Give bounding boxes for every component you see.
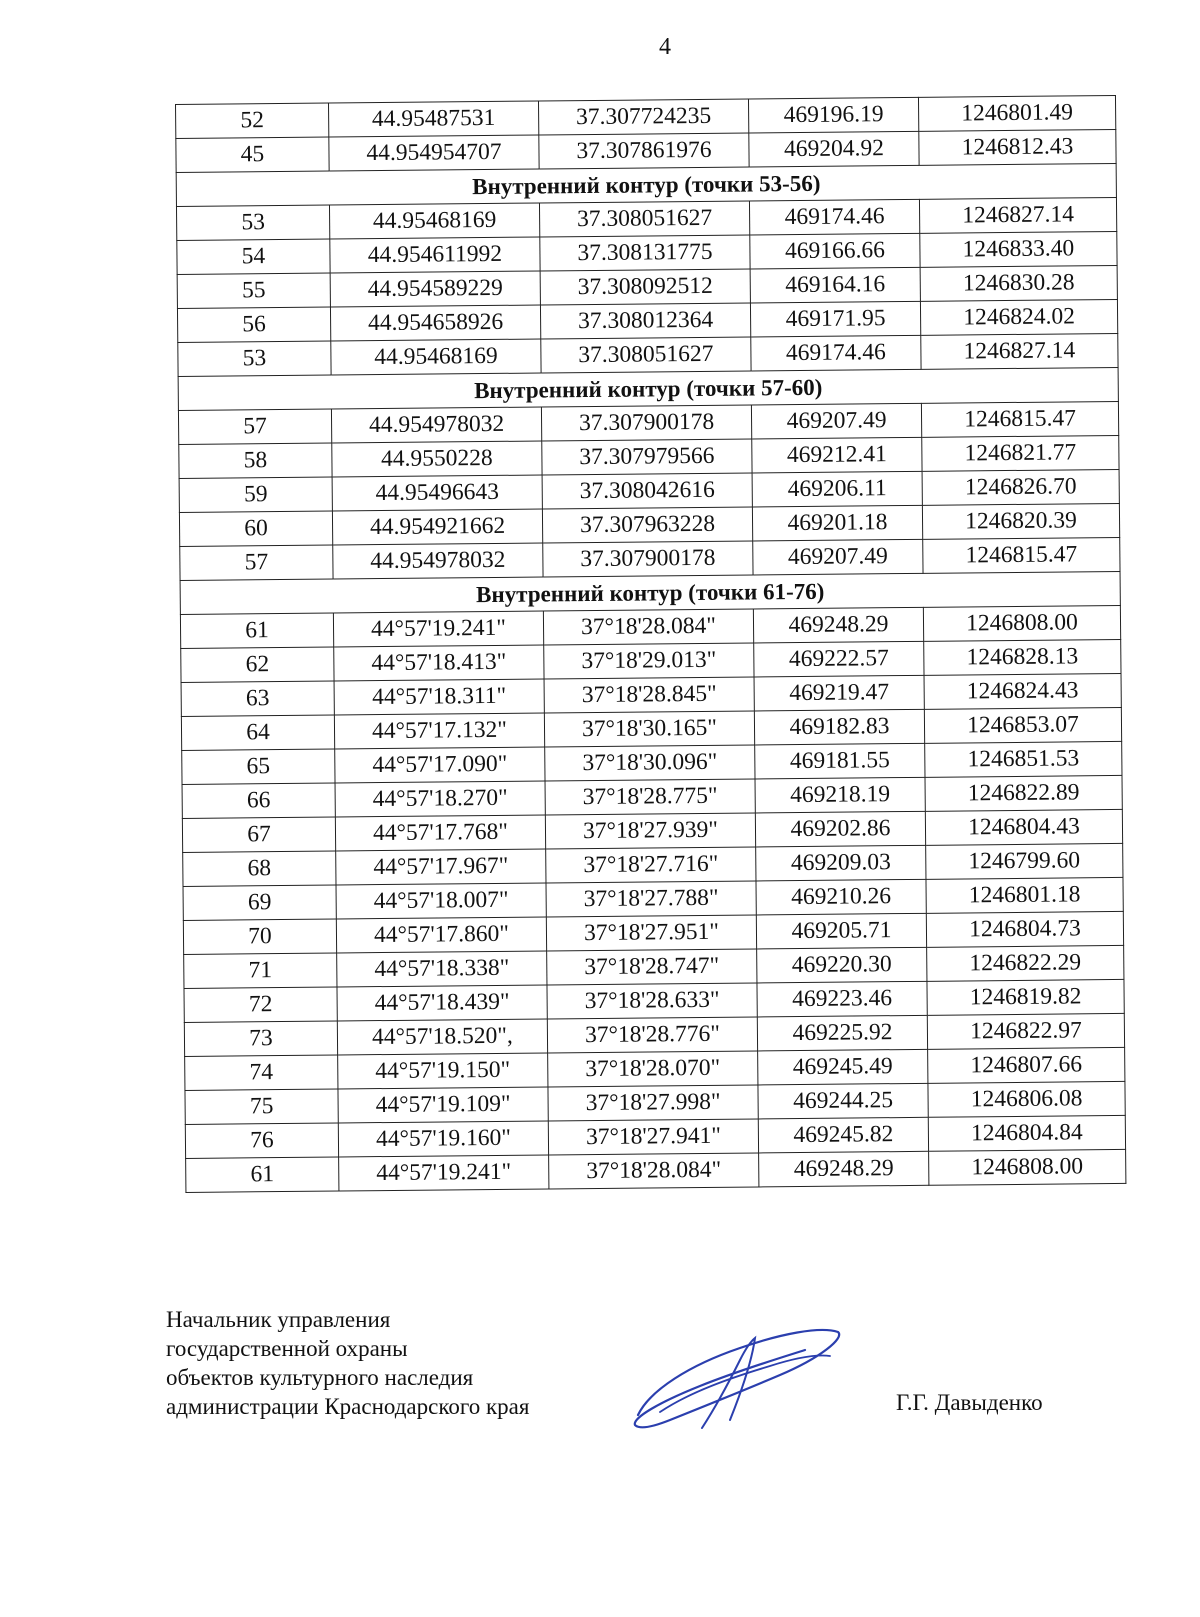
latitude-cell: 44.95496643 — [332, 475, 542, 511]
coordinates-table-wrapper — [175, 95, 1125, 1193]
y-coordinate-cell: 1246853.07 — [924, 707, 1121, 743]
point-number-cell: 76 — [185, 1123, 338, 1158]
point-number-cell: 64 — [181, 715, 334, 750]
longitude-cell: 37.308131775 — [540, 235, 750, 271]
latitude-cell: 44.95487531 — [328, 101, 538, 137]
point-number-cell: 61 — [180, 613, 333, 648]
longitude-cell: 37.307861976 — [539, 133, 749, 169]
section-header: Внутренний контур (точки 57-60) — [178, 367, 1118, 410]
point-number-cell: 61 — [186, 1157, 339, 1192]
x-coordinate-cell: 469209.03 — [756, 845, 926, 881]
point-number-cell: 53 — [178, 341, 331, 376]
longitude-cell: 37°18'27.788" — [546, 881, 756, 917]
longitude-cell: 37.307900178 — [543, 541, 753, 577]
latitude-cell: 44°57'17.090" — [335, 747, 545, 783]
x-coordinate-cell: 469171.95 — [750, 301, 920, 337]
point-number-cell: 57 — [178, 409, 331, 444]
y-coordinate-cell: 1246804.84 — [928, 1115, 1125, 1151]
point-number-cell: 60 — [179, 511, 332, 546]
handwritten-signature — [630, 1320, 845, 1435]
latitude-cell: 44°57'18.439" — [337, 985, 547, 1021]
point-number-cell: 54 — [177, 239, 330, 274]
longitude-cell: 37°18'27.941" — [548, 1119, 758, 1155]
x-coordinate-cell: 469219.47 — [754, 675, 924, 711]
x-coordinate-cell: 469248.29 — [759, 1151, 929, 1187]
point-number-cell: 62 — [181, 647, 334, 682]
y-coordinate-cell: 1246827.14 — [921, 333, 1118, 369]
latitude-cell: 44°57'19.150" — [338, 1053, 548, 1089]
x-coordinate-cell: 469210.26 — [756, 879, 926, 915]
y-coordinate-cell: 1246808.00 — [929, 1149, 1126, 1185]
x-coordinate-cell: 469205.71 — [756, 913, 926, 949]
y-coordinate-cell: 1246812.43 — [919, 129, 1116, 165]
point-number-cell: 57 — [180, 545, 333, 580]
point-number-cell: 71 — [184, 953, 337, 988]
latitude-cell: 44.954589229 — [330, 271, 540, 307]
longitude-cell: 37.307724235 — [538, 99, 748, 135]
x-coordinate-cell: 469196.19 — [748, 97, 918, 133]
x-coordinate-cell: 469201.18 — [752, 505, 922, 541]
point-number-cell: 56 — [177, 307, 330, 342]
x-coordinate-cell: 469225.92 — [757, 1015, 927, 1051]
latitude-cell: 44°57'17.768" — [335, 815, 545, 851]
point-number-cell: 75 — [185, 1089, 338, 1124]
y-coordinate-cell: 1246821.77 — [922, 435, 1119, 471]
point-number-cell: 74 — [185, 1055, 338, 1090]
x-coordinate-cell: 469204.92 — [749, 131, 919, 167]
section-header: Внутренний контур (точки 61-76) — [180, 571, 1120, 614]
x-coordinate-cell: 469248.29 — [753, 607, 923, 643]
point-number-cell: 68 — [183, 851, 336, 886]
x-coordinate-cell: 469245.82 — [758, 1117, 928, 1153]
point-number-cell: 65 — [182, 749, 335, 784]
point-number-cell: 59 — [179, 477, 332, 512]
longitude-cell: 37.307900178 — [541, 405, 751, 441]
x-coordinate-cell: 469207.49 — [753, 539, 923, 575]
latitude-cell: 44°57'18.270" — [335, 781, 545, 817]
signatory-position — [166, 1305, 529, 1421]
x-coordinate-cell: 469207.49 — [751, 403, 921, 439]
latitude-cell: 44°57'18.338" — [337, 951, 547, 987]
longitude-cell: 37.308051627 — [541, 337, 751, 373]
y-coordinate-cell: 1246824.43 — [924, 673, 1121, 709]
point-number-cell: 55 — [177, 273, 330, 308]
x-coordinate-cell: 469244.25 — [758, 1083, 928, 1119]
y-coordinate-cell: 1246822.97 — [927, 1013, 1124, 1049]
x-coordinate-cell: 469164.16 — [750, 267, 920, 303]
point-number-cell: 70 — [183, 919, 336, 954]
longitude-cell: 37°18'28.776" — [547, 1017, 757, 1053]
latitude-cell: 44.954978032 — [331, 407, 541, 443]
y-coordinate-cell: 1246828.13 — [924, 639, 1121, 675]
signatory-position-line: объектов культурного наследия — [166, 1365, 474, 1390]
point-number-cell: 73 — [184, 1021, 337, 1056]
x-coordinate-cell: 469212.41 — [752, 437, 922, 473]
page-number: 4 — [659, 34, 671, 60]
x-coordinate-cell: 469218.19 — [755, 777, 925, 813]
longitude-cell: 37°18'27.716" — [546, 847, 756, 883]
point-number-cell: 72 — [184, 987, 337, 1022]
latitude-cell: 44.954611992 — [330, 237, 540, 273]
y-coordinate-cell: 1246830.28 — [920, 265, 1117, 301]
y-coordinate-cell: 1246822.29 — [927, 945, 1124, 981]
x-coordinate-cell: 469206.11 — [752, 471, 922, 507]
point-number-cell: 45 — [176, 137, 329, 172]
longitude-cell: 37°18'30.096" — [545, 745, 755, 781]
signatory-position-line: государственной охраны — [166, 1336, 408, 1361]
coordinates-table-body — [176, 95, 1126, 1192]
point-number-cell: 66 — [182, 783, 335, 818]
point-number-cell: 63 — [181, 681, 334, 716]
latitude-cell: 44°57'18.413" — [334, 645, 544, 681]
latitude-cell: 44.9550228 — [332, 441, 542, 477]
longitude-cell: 37°18'28.845" — [544, 677, 754, 713]
longitude-cell: 37.308042616 — [542, 473, 752, 509]
longitude-cell: 37.308092512 — [540, 269, 750, 305]
latitude-cell: 44.954978032 — [333, 543, 543, 579]
latitude-cell: 44°57'17.860" — [336, 917, 546, 953]
latitude-cell: 44.954954707 — [329, 135, 539, 171]
section-header: Внутренний контур (точки 53-56) — [176, 163, 1116, 206]
longitude-cell: 37°18'28.084" — [549, 1153, 759, 1189]
y-coordinate-cell: 1246804.43 — [925, 809, 1122, 845]
longitude-cell: 37.308051627 — [539, 201, 749, 237]
y-coordinate-cell: 1246820.39 — [922, 503, 1119, 539]
latitude-cell: 44°57'17.132" — [334, 713, 544, 749]
latitude-cell: 44°57'18.311" — [334, 679, 544, 715]
point-number-cell: 58 — [179, 443, 332, 478]
y-coordinate-cell: 1246801.18 — [926, 877, 1123, 913]
longitude-cell: 37°18'27.951" — [546, 915, 756, 951]
point-number-cell: 69 — [183, 885, 336, 920]
longitude-cell: 37.308012364 — [540, 303, 750, 339]
longitude-cell: 37°18'28.747" — [547, 949, 757, 985]
longitude-cell: 37°18'29.013" — [544, 643, 754, 679]
latitude-cell: 44°57'17.967" — [336, 849, 546, 885]
signatory-name: Г.Г. Давыденко — [896, 1390, 1043, 1415]
y-coordinate-cell: 1246826.70 — [922, 469, 1119, 505]
longitude-cell: 37°18'27.939" — [545, 813, 755, 849]
y-coordinate-cell: 1246801.49 — [918, 95, 1115, 131]
y-coordinate-cell: 1246808.00 — [923, 605, 1120, 641]
longitude-cell: 37°18'28.775" — [545, 779, 755, 815]
y-coordinate-cell: 1246799.60 — [926, 843, 1123, 879]
latitude-cell: 44.954658926 — [330, 305, 540, 341]
x-coordinate-cell: 469182.83 — [754, 709, 924, 745]
y-coordinate-cell: 1246827.14 — [919, 197, 1116, 233]
longitude-cell: 37.307963228 — [542, 507, 752, 543]
coordinates-table — [175, 95, 1126, 1193]
latitude-cell: 44°57'18.520", — [337, 1019, 547, 1055]
longitude-cell: 37°18'30.165" — [544, 711, 754, 747]
point-number-cell: 67 — [182, 817, 335, 852]
latitude-cell: 44°57'18.007" — [336, 883, 546, 919]
y-coordinate-cell: 1246833.40 — [920, 231, 1117, 267]
y-coordinate-cell: 1246806.08 — [928, 1081, 1125, 1117]
x-coordinate-cell: 469181.55 — [755, 743, 925, 779]
x-coordinate-cell: 469202.86 — [755, 811, 925, 847]
latitude-cell: 44.95468169 — [329, 203, 539, 239]
y-coordinate-cell: 1246815.47 — [923, 537, 1120, 573]
y-coordinate-cell: 1246822.89 — [925, 775, 1122, 811]
latitude-cell: 44°57'19.160" — [338, 1121, 548, 1157]
longitude-cell: 37°18'28.084" — [543, 609, 753, 645]
latitude-cell: 44°57'19.241" — [339, 1155, 549, 1191]
latitude-cell: 44°57'19.109" — [338, 1087, 548, 1123]
longitude-cell: 37°18'27.998" — [548, 1085, 758, 1121]
longitude-cell: 37°18'28.633" — [547, 983, 757, 1019]
latitude-cell: 44°57'19.241" — [333, 611, 543, 647]
latitude-cell: 44.95468169 — [331, 339, 541, 375]
x-coordinate-cell: 469223.46 — [757, 981, 927, 1017]
signatory-position-line: администрации Краснодарского края — [166, 1394, 530, 1419]
x-coordinate-cell: 469174.46 — [751, 335, 921, 371]
x-coordinate-cell: 469220.30 — [757, 947, 927, 983]
longitude-cell: 37°18'28.070" — [548, 1051, 758, 1087]
latitude-cell: 44.954921662 — [332, 509, 542, 545]
x-coordinate-cell: 469166.66 — [750, 233, 920, 269]
x-coordinate-cell: 469222.57 — [754, 641, 924, 677]
longitude-cell: 37.307979566 — [542, 439, 752, 475]
y-coordinate-cell: 1246815.47 — [921, 401, 1118, 437]
point-number-cell: 52 — [176, 103, 329, 138]
point-number-cell: 53 — [176, 205, 329, 240]
x-coordinate-cell: 469245.49 — [758, 1049, 928, 1085]
y-coordinate-cell: 1246807.66 — [928, 1047, 1125, 1083]
y-coordinate-cell: 1246819.82 — [927, 979, 1124, 1015]
x-coordinate-cell: 469174.46 — [749, 199, 919, 235]
y-coordinate-cell: 1246851.53 — [925, 741, 1122, 777]
y-coordinate-cell: 1246804.73 — [926, 911, 1123, 947]
signatory-position-line: Начальник управления — [166, 1307, 391, 1332]
y-coordinate-cell: 1246824.02 — [920, 299, 1117, 335]
